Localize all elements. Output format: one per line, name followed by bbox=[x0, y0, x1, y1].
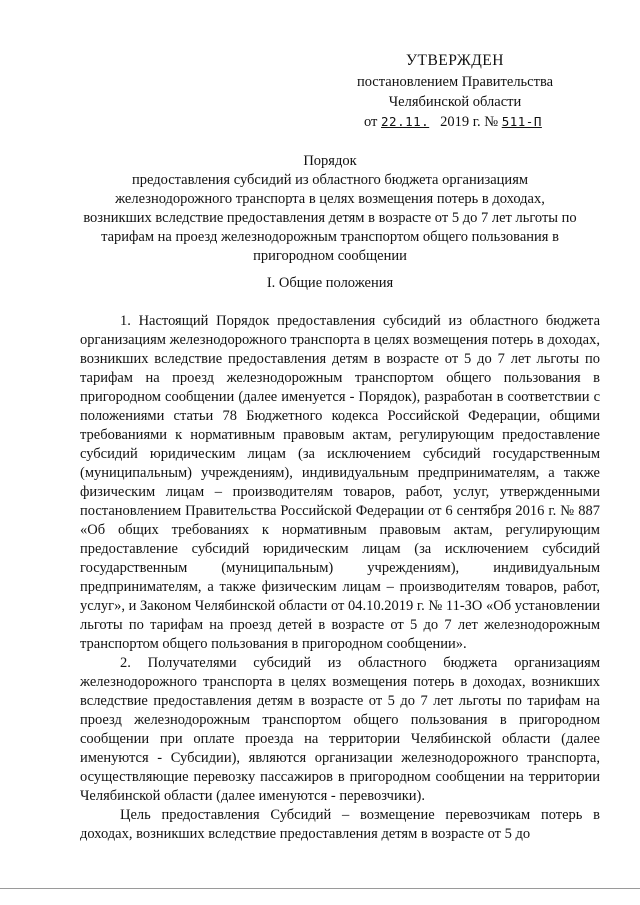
approval-line-1: постановлением Правительства bbox=[356, 74, 554, 90]
paragraph-3: Цель предоставления Субсидий – возмещение перевозчикам потерь в доходах, возникших вследствие предоставления детям в возрасте от 5 до bbox=[80, 807, 600, 842]
approval-stamp-block bbox=[340, 50, 570, 132]
year-and-number-label: 2019 г. № bbox=[440, 114, 499, 130]
paragraph-2: 2. Получателями субсидий из областного бюджета организациям железнодорожного транспорта в целях возмещения потерь в доходах, возникших вследствие предоставления детям в возрасте от 5 до 7 лет льготы по тарифам на проезд железнодорожным транспортом общего пользования в пригородном сообщении при оплате проезда на территории Челябинской области (далее именуются - Субсидии), являются организации железнодорожного транспорта, осуществляющие перевозку пассажиров в пригородном сообщении на территории Челябинской области (далее именуются - перевозчики). bbox=[80, 655, 600, 804]
handwritten-date: 22.11. bbox=[381, 114, 430, 129]
approval-date-line bbox=[340, 112, 570, 132]
handwritten-number: 511-П bbox=[501, 114, 542, 129]
section-heading: I. Общие положения bbox=[266, 275, 394, 291]
approval-heading: УТВЕРЖДЕН bbox=[406, 52, 504, 69]
scan-edge-divider bbox=[0, 888, 640, 889]
approval-line-2: Челябинской области bbox=[388, 94, 522, 110]
paragraph-1: 1. Настоящий Порядок предоставления субсидий из областного бюджета организациям железнодорожного транспорта в целях возмещения потерь в доходах, возникших вследствие предоставления детям в возрасте от 5 до 7 лет льготы по тарифам на проезд железнодорожным транспортом общего пользования в пригородном сообщении (далее именуется - Порядок), разработан в соответствии с положениями статьи 78 Бюджетного кодекса Российской Федерации, общими требованиями к нормативным правовым актам, регулирующим предоставление субсидий юридическим лицам (за исключением субсидий государственным (муниципальным) учреждениям), индивидуальным предпринимателям, а также физическим лицам – производителям товаров, работ, услуг, утвержденными постановлением Правительства Российской Федерации от 6 сентября 2016 г. № 887 «Об общих требованиях к нормативным правовым актам, регулирующим предоставление субсидий юридическим лицам (за исключением субсидий государственным (муниципальным) учреждениям), индивидуальным предпринимателям, а также физическим лицам – производителям товаров, работ, услуг», и Законом Челябинской области от 04.10.2019 г. № 11-ЗО «Об установлении льготы по тарифам на проезд детей в возрасте от 5 до 7 лет железнодорожным транспортом общего пользования в пригородном сообщении». bbox=[80, 313, 600, 652]
title-word: Порядок bbox=[303, 153, 357, 169]
title-description: предоставления субсидий из областного бюджета организациям железнодорожного транспорта в целях возмещения потерь в доходах, возникших вследствие предоставления детям в возрасте от 5 до 7 лет льготы по тарифам на проезд железнодорожным транспортом общего пользования в пригородном сообщении bbox=[83, 172, 577, 264]
document-title bbox=[80, 152, 580, 266]
date-prefix: от bbox=[364, 114, 378, 130]
document-body bbox=[80, 312, 600, 844]
